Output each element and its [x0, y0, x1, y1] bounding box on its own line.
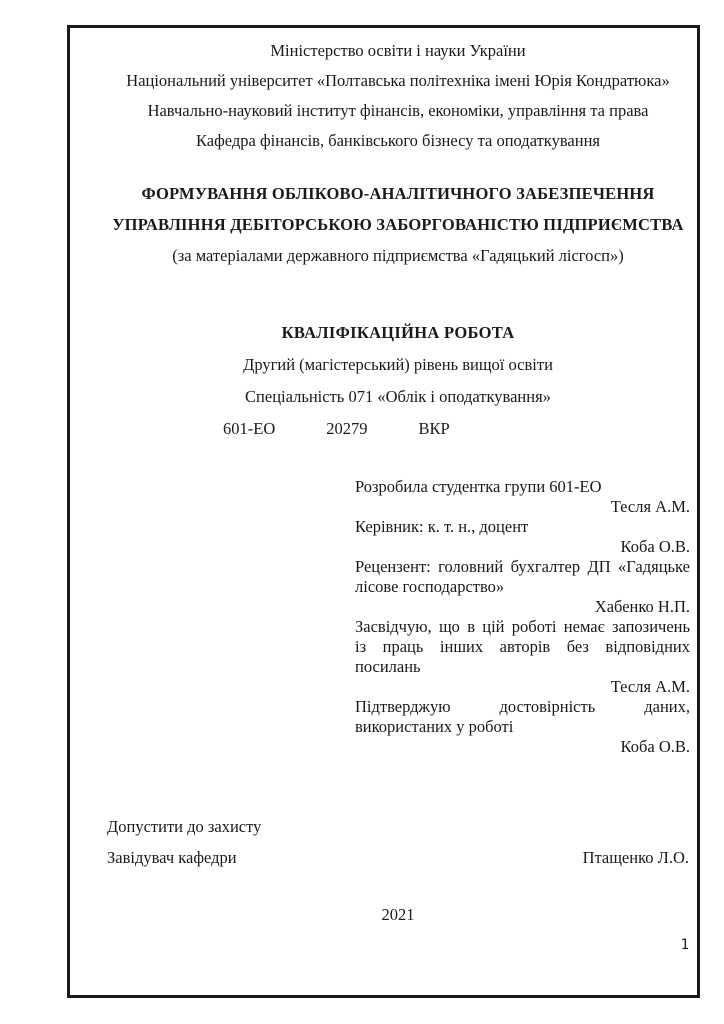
supervisor-name: Коба О.В. [620, 537, 690, 556]
declaration-line-2: із праць інших авторів без відповідних [355, 637, 690, 656]
department-head-label: Завідувач кафедри [107, 848, 237, 867]
university-line: Національний університет «Полтавська політехніка імені Юрія Кондратюка» [126, 71, 670, 90]
group-code: 601-ЕО [223, 419, 276, 438]
admission-line: Допустити до захисту [107, 817, 262, 836]
thesis-title-line-1: ФОРМУВАННЯ ОБЛІКОВО-АНАЛІТИЧНОГО ЗАБЕЗПЕЧЕННЯ [141, 184, 655, 203]
reviewer-name: Хабенко Н.П. [594, 597, 690, 616]
ministry-line: Міністерство освіти і науки України [270, 41, 526, 60]
admission-block [107, 811, 689, 873]
header-block [107, 36, 689, 156]
developer-line: Розробила студентка групи 601-ЕО [355, 477, 602, 496]
institute-line: Навчально-науковий інститут фінансів, економіки, управління та права [147, 101, 649, 120]
declaration-name: Тесля А.М. [610, 677, 690, 696]
confirmation-line-1: Підтверджую достовірність даних, [355, 697, 690, 716]
specialty-line: Спеціальність 071 «Облік і оподаткування» [245, 387, 551, 406]
signatures-block [355, 477, 690, 757]
reviewer-line-2: лісове господарство» [355, 577, 505, 596]
confirmation-name: Коба О.В. [620, 737, 690, 756]
department-line: Кафедра фінансів, банківського бізнесу та оподаткування [195, 131, 600, 150]
year-line: 2021 [381, 905, 415, 924]
work-type-code: ВКР [418, 419, 450, 438]
department-head-name: Птащенко Л.О. [582, 848, 689, 867]
page-border [67, 25, 700, 998]
page-number: 1 [680, 937, 689, 953]
reviewer-line-1: Рецензент: головний бухгалтер ДП «Гадяцьке [355, 557, 690, 576]
declaration-line-1: Засвідчую, що в цій роботі немає запозичень [355, 617, 690, 636]
thesis-subtitle: (за матеріалами державного підприємства «Гадяцький лісгосп») [172, 246, 624, 265]
qualification-block [107, 317, 689, 445]
page-content [70, 28, 697, 995]
confirmation-line-2: використаних у роботі [355, 717, 514, 736]
title-block [107, 178, 689, 271]
developer-name: Тесля А.М. [610, 497, 690, 516]
supervisor-line: Керівник: к. т. н., доцент [355, 517, 529, 536]
thesis-title-line-2: УПРАВЛІННЯ ДЕБІТОРСЬКОЮ ЗАБОРГОВАНІСТЮ ПІДПРИЄМСТВА [112, 215, 684, 234]
record-code: 20279 [326, 419, 368, 438]
qualification-heading: КВАЛІФІКАЦІЙНА РОБОТА [281, 323, 515, 342]
department-head-row [107, 842, 689, 873]
declaration-line-3: посилань [355, 657, 421, 676]
education-level-line: Другий (магістерський) рівень вищої освіти [243, 355, 553, 374]
codes-row [107, 413, 689, 445]
